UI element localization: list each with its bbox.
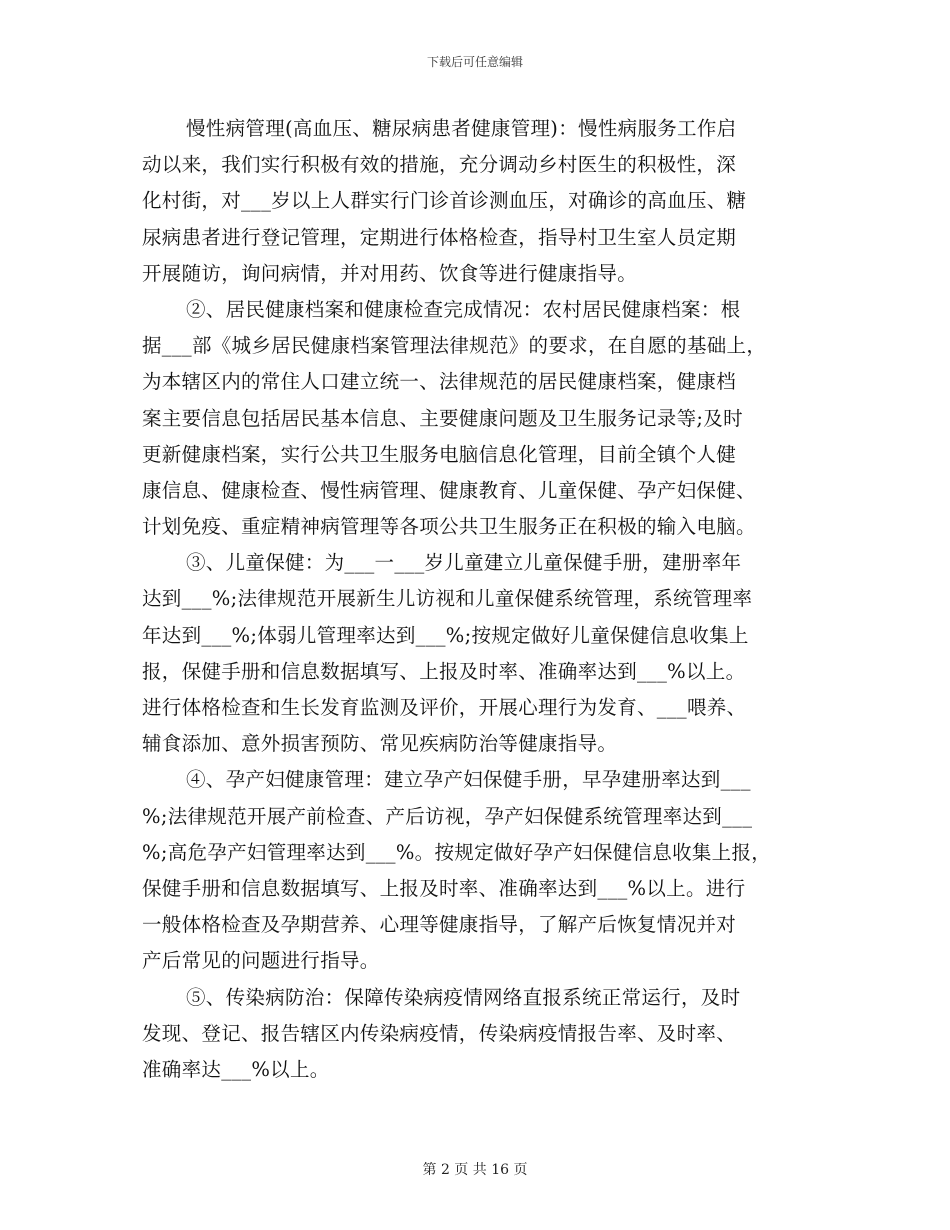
text-line: 案主要信息包括居民基本信息、主要健康问题及卫生服务记录等;及时 [142, 406, 743, 430]
text-line: 准确率达___%以上。 [142, 1057, 330, 1081]
text-line: ②、居民健康档案和健康检查完成情况：农村居民健康档案：根 [186, 297, 741, 321]
text-line: 动以来，我们实行积极有效的措施，充分调动乡村医生的积极性，深 [142, 153, 737, 177]
text-line: 开展随访，询问病情，并对用药、饮食等进行健康指导。 [142, 261, 638, 285]
text-line: 计划免疫、重症精神病管理等各项公共卫生服务正在积极的输入电脑。 [142, 515, 756, 539]
paragraph-infectious-disease [142, 980, 810, 1089]
paragraph-chronic-disease [142, 111, 810, 292]
text-line: 据___部《城乡居民健康档案管理法律规范》的要求，在自愿的基础上， [142, 334, 767, 358]
text-line: %;法律规范开展产前检查、产后访视，孕产妇保健系统管理率达到___ [142, 804, 753, 828]
text-line: 一般体格检查及孕期营养、心理等健康指导，了解产后恢复情况并对 [142, 913, 737, 937]
text-line: 化村街，对___岁以上人群实行门诊首诊测血压，对确诊的高血压、糖 [142, 189, 747, 213]
header-note: 下载后可任意编辑 [426, 55, 523, 69]
text-line: 更新健康档案，实行公共卫生服务电脑信息化管理，目前全镇个人健 [142, 442, 737, 466]
paragraph-child-health [142, 545, 810, 762]
text-line: ⑤、传染病防治：保障传染病疫情网络直报系统正常运行，及时 [186, 985, 741, 1009]
text-line: %;高危孕产妇管理率达到___%。按规定做好孕产妇保健信息收集上报， [142, 840, 772, 864]
text-line: 康信息、健康检查、慢性病管理、健康教育、儿童保健、孕产妇保健、 [142, 478, 756, 502]
text-line: 辅食添加、意外损害预防、常见疾病防治等健康指导。 [142, 732, 618, 756]
document-body [142, 111, 810, 1088]
text-line: 为本辖区内的常住人口建立统一、法律规范的居民健康档案，健康档 [142, 370, 737, 394]
text-line: 发现、登记、报告辖区内传染病疫情，传染病疫情报告率、及时率、 [142, 1021, 737, 1045]
text-line: ④、孕产妇健康管理：建立孕产妇保健手册，早孕建册率达到___ [186, 768, 751, 792]
text-line: 年达到___%;体弱儿管理率达到___%;按规定做好儿童保健信息收集上 [142, 623, 749, 647]
text-line: 尿病患者进行登记管理，定期进行体格检查，指导村卫生室人员定期 [142, 225, 737, 249]
page-number: 第 2 页 共 16 页 [422, 1162, 528, 1178]
text-line: 产后常见的问题进行指导。 [142, 949, 380, 973]
text-line: 慢性病管理(高血压、糖尿病患者健康管理)：慢性病服务工作启 [186, 117, 737, 140]
text-line: 报，保健手册和信息数据填写、上报及时率、准确率达到___%以上。 [142, 659, 746, 683]
paragraph-maternal-health [142, 762, 810, 979]
text-line: 进行体格检查和生长发育监测及评价，开展心理行为发育、___喂养、 [142, 696, 747, 719]
paragraph-health-records [142, 292, 810, 545]
text-line: 保健手册和信息数据填写、上报及时率、准确率达到___%以上。进行 [142, 876, 746, 900]
text-line: ③、儿童保健：为___一___岁儿童建立儿童保健手册，建册率年 [186, 551, 742, 575]
text-line: 达到___%;法律规范开展新生儿访视和儿童保健系统管理，系统管理率 [142, 587, 753, 611]
